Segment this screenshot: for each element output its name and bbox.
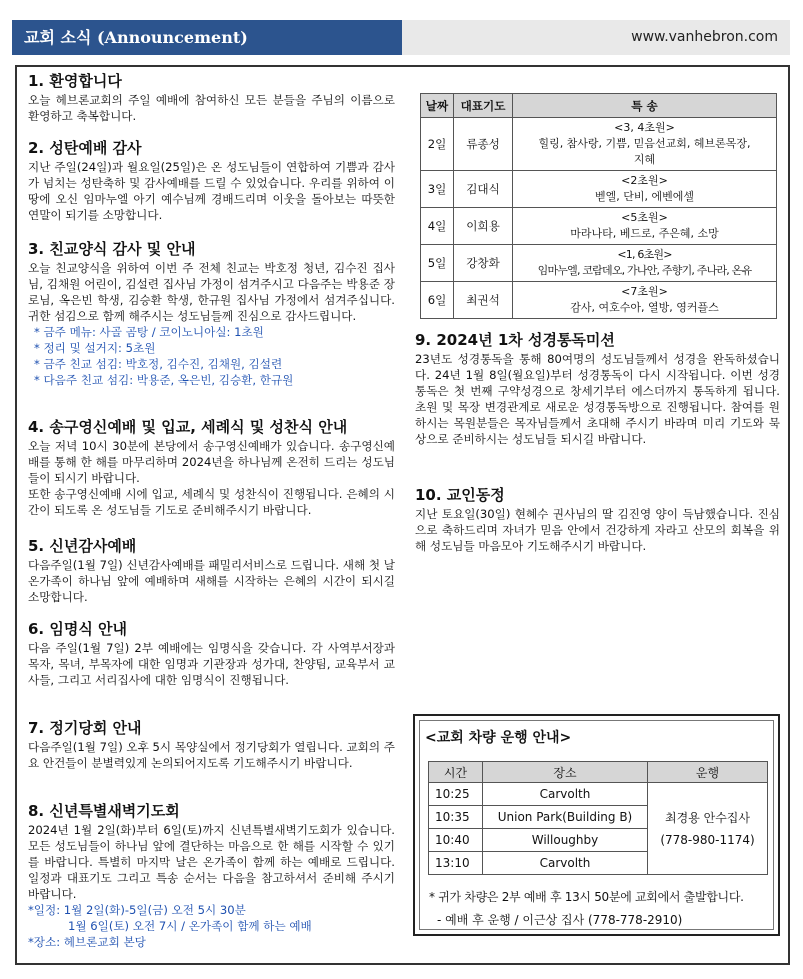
section-title: 6. 임명식 안내 bbox=[28, 620, 128, 638]
driver-phone: (778-980-1174) bbox=[660, 832, 755, 847]
section-welcome bbox=[28, 72, 395, 124]
cell-group: <5초원> bbox=[621, 211, 668, 224]
note-schedule-2: 1월 6일(토) 오전 7시 / 온가족이 함께 하는 예배 bbox=[68, 919, 312, 933]
section-body: 지난 토요일(30일) 현혜수 권사님의 딸 김진영 양이 득남했습니다. 진심으로 축하드리며 자녀가 믿음 안에서 건강하게 자라고 산모의 회복을 위해 성도님들 마음모아 기도해주시기 바랍니다. bbox=[415, 507, 780, 553]
section-body: 지난 주일(24일)과 월요일(25일)은 온 성도님들이 연합하여 기쁨과 감사가 넘치는 성탄축하 및 감사예배를 드릴 수 있었습니다. 우리를 위하여 이 땅에 오신 임마누엘 아기 예수님께 경배드리며 이웃을 돌아보는 따뜻한 연말이 되기를 소망합니다. bbox=[28, 160, 395, 222]
cell-time: 10:35 bbox=[429, 806, 483, 829]
section-body: 다음 주일(1월 7일) 2부 예배에는 임명식을 갖습니다. 각 사역부서장과 목자, 목녀, 부목자에 대한 임명과 기관장과 성가대, 찬양팀, 교육부서 교사들, 그리고 서리집사에 대한 임명식이 진행됩니다. bbox=[28, 641, 395, 687]
vehicle-title: <교회 차량 운행 안내> bbox=[425, 730, 572, 746]
header-place: 장소 bbox=[483, 762, 648, 783]
cell-date: 2일 bbox=[421, 118, 454, 171]
note-this-week: * 금주 친교 섬김: 박호정, 김수진, 김채원, 김설련 bbox=[34, 357, 283, 371]
note-menu: * 금주 메뉴: 사골 곰탕 / 코이노니아실: 1초원 bbox=[34, 325, 264, 339]
table-row bbox=[421, 118, 777, 171]
cell-date: 5일 bbox=[421, 245, 454, 282]
section-bible-reading bbox=[415, 331, 780, 447]
header-bar bbox=[12, 20, 790, 55]
note-location: *장소: 헤브론교회 본당 bbox=[28, 935, 146, 949]
section-body: 오늘 저녁 10시 30분에 본당에서 송구영신예배가 있습니다. 송구영신예배를 통해 한 해를 마무리하며 2024년을 하나님께 온전히 드리는 성도님들이 되시기 바랍니다. bbox=[28, 439, 395, 485]
cell-members: 임마누엘, 코람데오, 가나안, 주향기, 주나라, 온유 bbox=[537, 264, 752, 277]
header-special: 특 송 bbox=[513, 94, 777, 118]
section-body: 2024년 1월 2일(화)부터 6일(토)까지 신년특별새벽기도회가 있습니다. 모든 성도님들이 하나님 앞에 결단하는 마음으로 한 해를 시작할 수 있기를 바랍니다. 특별히 마지막 날은 온가족이 함께 하는 예배로 드립니다. 일정과 대표기도 그리고 특송 순서는 다음을 참고하셔서 준비해 주시기 바랍니다. bbox=[28, 823, 395, 901]
section-new-year-service bbox=[28, 537, 395, 605]
cell-leader: 류종성 bbox=[454, 118, 513, 171]
driver-name: 최경용 안수집사 bbox=[665, 810, 750, 825]
prayer-schedule-table bbox=[420, 93, 777, 319]
note-next-week: * 다음주 친교 섬김: 박용준, 옥은빈, 김승환, 한규원 bbox=[34, 373, 294, 387]
section-title: 2. 성탄예배 감사 bbox=[28, 139, 142, 157]
section-body-2: 또한 송구영신예배 시에 입교, 세례식 및 성찬식이 진행됩니다. 은혜의 시간이 되도록 온 성도님들 기도로 준비해주시기 바랍니다. bbox=[28, 487, 395, 517]
section-appointment bbox=[28, 620, 395, 688]
section-title: 7. 정기당회 안내 bbox=[28, 719, 142, 737]
section-christmas bbox=[28, 139, 395, 223]
cell-members: 벧엘, 단비, 에벤에셀 bbox=[595, 190, 694, 203]
section-session bbox=[28, 719, 395, 771]
section-title: 4. 송구영신예배 및 입교, 세례식 및 성찬식 안내 bbox=[28, 418, 348, 436]
cell-group: <7초원> bbox=[621, 285, 668, 298]
section-title: 8. 신년특별새벽기도회 bbox=[28, 802, 180, 820]
cell-group: <1, 6초원> bbox=[617, 248, 672, 261]
cell-leader: 김대식 bbox=[454, 171, 513, 208]
cell-special bbox=[513, 171, 777, 208]
vehicle-note-after-service: - 예배 후 운행 / 이근상 집사 (778-778-2910) bbox=[437, 913, 683, 927]
section-body: 다음주일(1월 7일) 오후 5시 목양실에서 정기당회가 열립니다. 교회의 주요 안건들이 분별력있게 논의되어지도록 기도해주시기 바랍니다. bbox=[28, 740, 395, 770]
note-schedule: *일정: 1월 2일(화)-5일(금) 오전 5시 30분 bbox=[28, 903, 246, 917]
cell-date: 4일 bbox=[421, 208, 454, 245]
section-title: 1. 환영합니다 bbox=[28, 72, 122, 90]
cell-group: <2초원> bbox=[621, 174, 668, 187]
header-leader: 대표기도 bbox=[454, 94, 513, 118]
vehicle-table bbox=[428, 761, 768, 875]
section-title: 5. 신년감사예배 bbox=[28, 537, 137, 555]
table-row bbox=[421, 282, 777, 319]
cell-place: Carvolth bbox=[483, 783, 648, 806]
table-row bbox=[421, 245, 777, 282]
section-title: 10. 교인동정 bbox=[415, 486, 505, 504]
table-header-row bbox=[429, 762, 768, 783]
cell-time: 10:40 bbox=[429, 829, 483, 852]
cell-leader: 강창화 bbox=[454, 245, 513, 282]
table-header-row bbox=[421, 94, 777, 118]
note-cleanup: * 정리 및 설거지: 5초원 bbox=[34, 341, 156, 355]
section-body: 오늘 헤브론교회의 주일 예배에 참여하신 모든 분들을 주님의 이름으로 환영하고 축복합니다. bbox=[28, 93, 395, 123]
cell-special bbox=[513, 245, 777, 282]
cell-group: <3, 4초원> bbox=[614, 121, 675, 134]
section-fellowship bbox=[28, 240, 395, 388]
cell-date: 3일 bbox=[421, 171, 454, 208]
cell-place: Carvolth bbox=[483, 852, 648, 875]
table-row bbox=[421, 208, 777, 245]
vehicle-box bbox=[413, 714, 780, 936]
cell-leader: 최권석 bbox=[454, 282, 513, 319]
section-member-news bbox=[415, 486, 780, 554]
header-title-en: (Announcement) bbox=[96, 28, 248, 47]
table-row bbox=[421, 171, 777, 208]
section-body: 23년도 성경통독을 통해 80여명의 성도님들께서 성경을 완독하셨습니다. 24년 1월 8일(월요일)부터 성경통독이 다시 시작됩니다. 이번 성경통독은 첫 번째 구약성경으로 창세기부터 에스더까지 통독하게 됩니다. 초원 및 목장 변경관계로 새로운 성경통독방으로 진행됩니다. 참여를 원하시는 목원분들은 목자님들께서 초대해 주시기 바라며 미리 기도와 묵상으로 준비하시는 성도님들 되시길 바랍니다. bbox=[415, 352, 780, 446]
vehicle-note-return: * 귀가 차량은 2부 예배 후 13시 50분에 교회에서 출발합니다. bbox=[429, 890, 744, 904]
header-time: 시간 bbox=[429, 762, 483, 783]
cell-members: 감사, 여호수아, 열방, 영커플스 bbox=[570, 301, 719, 314]
cell-members: 마라나타, 베드로, 주은혜, 소망 bbox=[570, 227, 719, 240]
cell-special bbox=[513, 118, 777, 171]
header-driver: 운행 bbox=[648, 762, 768, 783]
header-date: 날짜 bbox=[421, 94, 454, 118]
cell-leader: 이희용 bbox=[454, 208, 513, 245]
cell-members: 힐링, 참사랑, 기쁨, 믿음선교회, 헤브론목장, 지혜 bbox=[538, 137, 751, 166]
cell-special bbox=[513, 208, 777, 245]
section-new-year-eve bbox=[28, 418, 395, 518]
section-dawn-prayer bbox=[28, 802, 395, 950]
cell-special bbox=[513, 282, 777, 319]
cell-driver bbox=[648, 783, 768, 875]
section-title: 9. 2024년 1차 성경통독미션 bbox=[415, 331, 615, 349]
cell-time: 13:10 bbox=[429, 852, 483, 875]
cell-place: Union Park(Building B) bbox=[483, 806, 648, 829]
website-link[interactable]: www.vanhebron.com bbox=[631, 29, 778, 45]
section-body: 다음주일(1월 7일) 신년감사예배를 패밀리서비스로 드립니다. 새해 첫 날 온가족이 하나님 앞에 예배하며 새해를 시작하는 은혜의 시간이 되시길 소망합니다. bbox=[28, 558, 395, 604]
cell-place: Willoughby bbox=[483, 829, 648, 852]
cell-time: 10:25 bbox=[429, 783, 483, 806]
section-body: 오늘 친교양식을 위하여 이번 주 전체 친교는 박호정 청년, 김수진 집사님, 김채원 어린이, 김설련 집사님 가정이 섬겨주시고 다음주는 박용준 장로님, 옥은빈 학생, 김승환 학생, 한규원 집사님 가정에서 섬겨주십니다. 귀한 섬김으로 함께 해주시는 성도님들께 진심으로 감사드립니다. bbox=[28, 261, 395, 323]
header-title-ko: 교회 소식 bbox=[24, 28, 92, 47]
cell-date: 6일 bbox=[421, 282, 454, 319]
section-title: 3. 친교양식 감사 및 안내 bbox=[28, 240, 196, 258]
header-title bbox=[12, 20, 402, 55]
table-row bbox=[429, 783, 768, 806]
